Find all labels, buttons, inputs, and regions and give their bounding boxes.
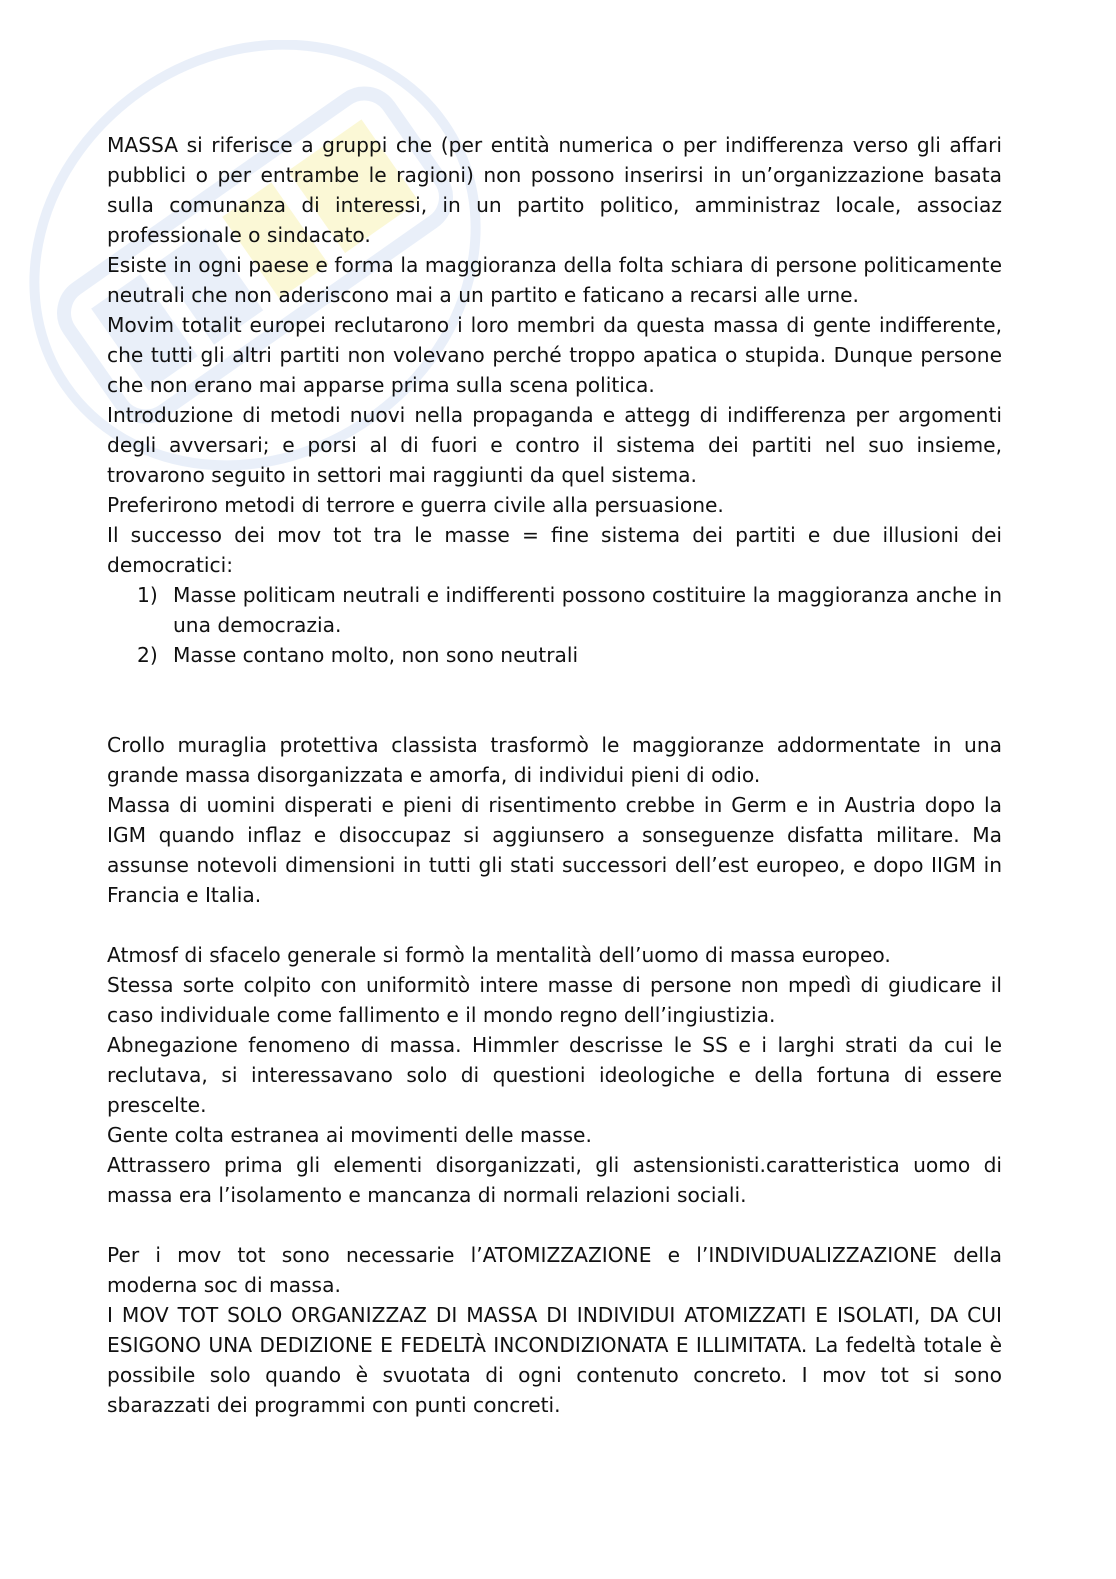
- paragraph: Massa di uomini disperati e pieni di risentimento crebbe in Germ e in Austria dopo la IGM quando inflaz e disoccupaz si aggiunsero a sonseguenze disfatta militare. Ma assunse notevoli dimensioni in tutti gli stati successori dell’est europeo, e dopo IIGM in Francia e Italia.: [107, 793, 1002, 907]
- list-item: [137, 640, 1002, 670]
- list-item-number: 1): [137, 583, 158, 607]
- list-item: [137, 580, 1002, 640]
- list-item-number: 2): [137, 643, 158, 667]
- numbered-list: [107, 580, 1002, 670]
- paragraph: Attrassero prima gli elementi disorganizzati, gli astensionisti.caratteristica uomo di massa era l’isolamento e mancanza di normali relazioni sociali.: [107, 1153, 1002, 1207]
- paragraph: I MOV TOT SOLO ORGANIZZAZ DI MASSA DI INDIVIDUI ATOMIZZATI E ISOLATI, DA CUI ESIGONO UNA DEDIZIONE E FEDELTÀ INCONDIZIONATA E ILLIMITATA. La fedeltà totale è possibile solo quando è svuotata di ogni contenuto concreto. I mov tot si sono sbarazzati dei programmi con punti concreti.: [107, 1303, 1002, 1417]
- paragraph: Introduzione di metodi nuovi nella propaganda e attegg di indifferenza per argomenti degli avversari; e porsi al di fuori e contro il sistema dei partiti nel suo insieme, trovarono seguito in settori mai raggiunti da quel sistema.: [107, 403, 1002, 487]
- paragraph: Stessa sorte colpito con uniformitò intere masse di persone non mpedì di giudicare il caso individuale come fallimento e il mondo regno dell’ingiustizia.: [107, 973, 1002, 1027]
- list-item-text: Masse politicam neutrali e indifferenti possono costituire la maggioranza anche in una democrazia.: [173, 583, 1002, 637]
- paragraph: Esiste in ogni paese e forma la maggioranza della folta schiara di persone politicamente neutrali che non aderiscono mai a un partito e faticano a recarsi alle urne.: [107, 253, 1002, 307]
- paragraph: MASSA si riferisce a gruppi che (per entità numerica o per indifferenza verso gli affari pubblici o per entrambe le ragioni) non possono inserirsi in un’organizzazione basata sulla comunanza di interessi, in un partito politico, amministraz locale, associaz professionale o sindacato.: [107, 133, 1002, 247]
- paragraph: Gente colta estranea ai movimenti delle masse.: [107, 1123, 592, 1147]
- paragraph: Abnegazione fenomeno di massa. Himmler descrisse le SS e i larghi strati da cui le reclutava, si interessavano solo di questioni ideologiche e della fortuna di essere prescelte.: [107, 1033, 1002, 1117]
- paragraph: Movim totalit europei reclutarono i loro membri da questa massa di gente indifferente, che tutti gli altri partiti non volevano perché troppo apatica o stupida. Dunque persone che non erano mai apparse prima sulla scena politica.: [107, 313, 1002, 397]
- paragraph: Il successo dei mov tot tra le masse = fine sistema dei partiti e due illusioni dei democratici:: [107, 523, 1002, 577]
- list-item-text: Masse contano molto, non sono neutrali: [173, 643, 579, 667]
- paragraph: Per i mov tot sono necessarie l’ATOMIZZAZIONE e l’INDIVIDUALIZZAZIONE della moderna soc di massa.: [107, 1243, 1002, 1297]
- document-body: [107, 130, 1002, 1420]
- paragraph: Crollo muraglia protettiva classista trasformò le maggioranze addormentate in una grande massa disorganizzata e amorfa, di individui pieni di odio.: [107, 733, 1002, 787]
- paragraph: Preferirono metodi di terrore e guerra civile alla persuasione.: [107, 493, 724, 517]
- paragraph: Atmosf di sfacelo generale si formò la mentalità dell’uomo di massa europeo.: [107, 943, 891, 967]
